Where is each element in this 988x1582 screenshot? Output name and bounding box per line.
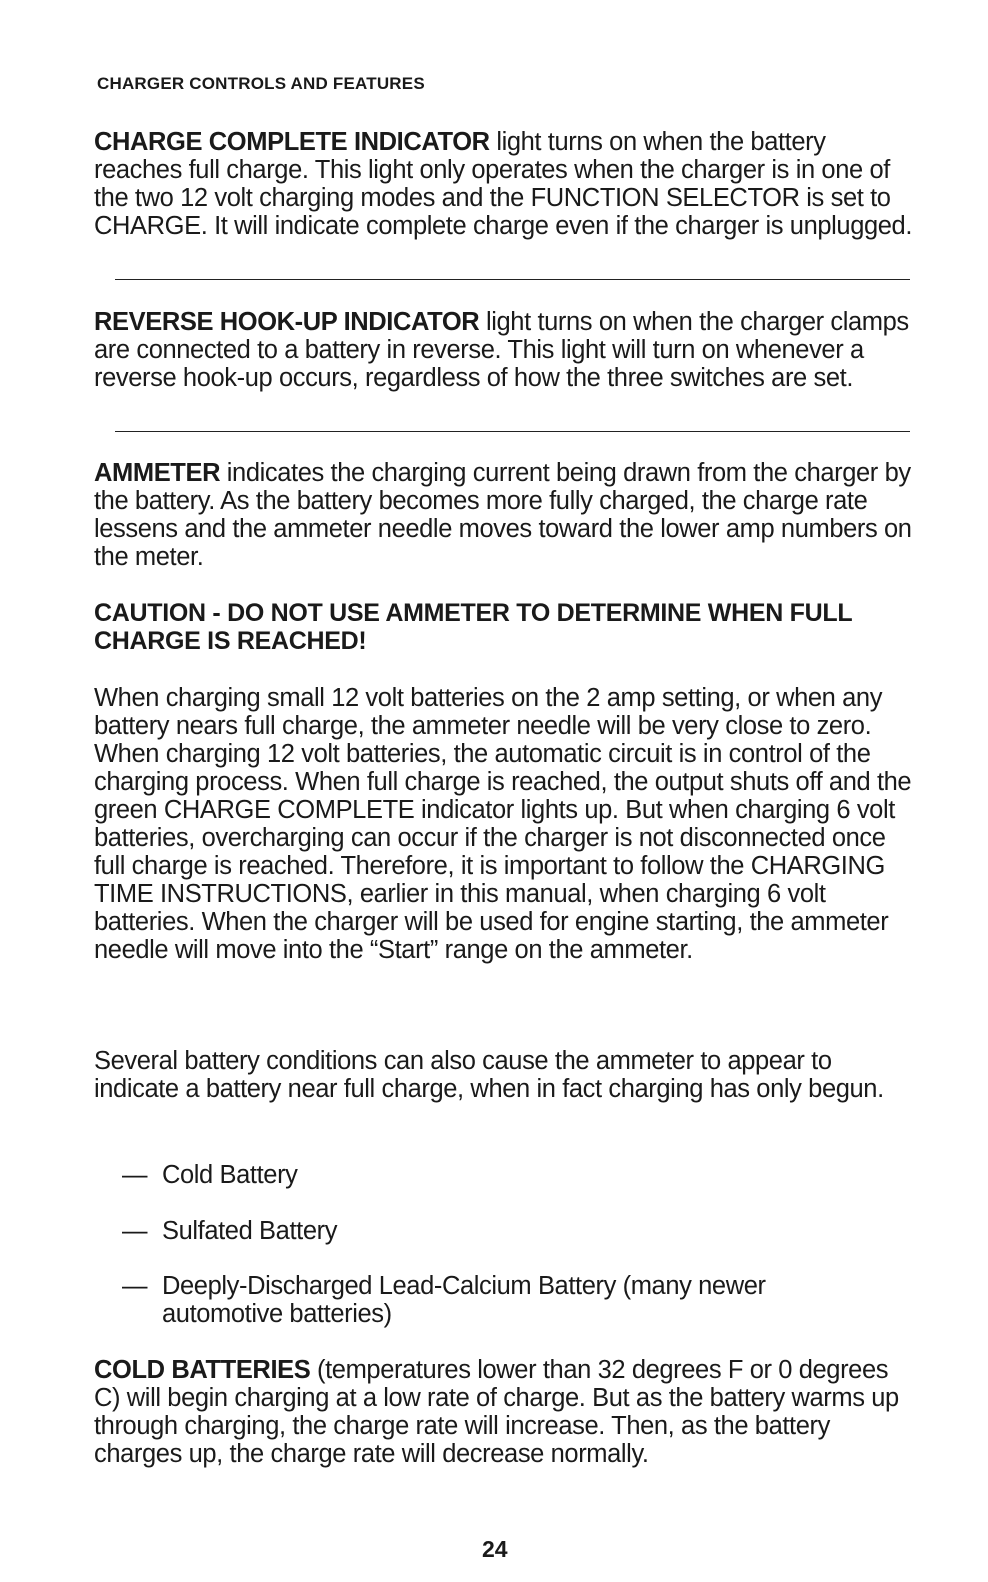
page-number: 24 bbox=[482, 1536, 508, 1562]
list-item-text: Deeply-Discharged Lead-Calcium Battery (many newer automotive batteries) bbox=[162, 1272, 766, 1328]
reverse-hookup-heading: REVERSE HOOK-UP INDICATOR bbox=[94, 308, 480, 336]
list-item-text: Cold Battery bbox=[162, 1161, 298, 1189]
list-dash: — bbox=[122, 1217, 148, 1245]
charge-complete-text: light turns on when the battery reaches full charge. This light only operates when the charger is in one of the two 12 volt charging modes and the FUNCTION SELECTOR is set to CHARGE. It will indicate complete charge even if the charger is unplugged. bbox=[94, 128, 913, 240]
section-divider bbox=[115, 279, 910, 280]
ammeter-paragraph bbox=[94, 459, 914, 571]
list-dash: — bbox=[122, 1272, 148, 1300]
ammeter-text: indicates the charging current being drawn from the charger by the battery. As the battery becomes more fully charged, the charge rate lessens and the ammeter needle moves toward the lower amp numbers on the meter. bbox=[94, 459, 912, 571]
list-item bbox=[122, 1161, 882, 1189]
charge-complete-paragraph bbox=[94, 128, 914, 240]
list-item-text: Sulfated Battery bbox=[162, 1217, 338, 1245]
charge-complete-heading: CHARGE COMPLETE INDICATOR bbox=[94, 128, 490, 156]
list-item bbox=[122, 1217, 882, 1245]
page-header: CHARGER CONTROLS AND FEATURES bbox=[97, 74, 425, 93]
reverse-hookup-paragraph bbox=[94, 308, 914, 392]
ammeter-heading: AMMETER bbox=[94, 459, 221, 487]
caution-heading: CAUTION - DO NOT USE AMMETER TO DETERMINE WHEN FULL CHARGE IS REACHED! bbox=[94, 599, 852, 655]
conditions-paragraph: Several battery conditions can also cause the ammeter to appear to indicate a battery near full charge, when in fact charging has only begun. bbox=[94, 1047, 884, 1103]
cold-batteries-heading: COLD BATTERIES bbox=[94, 1356, 311, 1384]
cold-batteries-text: (temperatures lower than 32 degrees F or 0 degrees C) will begin charging at a low rate of charge. But as the battery warms up through charging, the charge rate will increase. Then, as the battery charges up, the charge rate will decrease normally. bbox=[94, 1356, 899, 1468]
charging-paragraph: When charging small 12 volt batteries on the 2 amp setting, or when any battery nears full charge, the ammeter needle will be very close to zero. When charging 12 volt batteries, the automatic circuit is in control of the charging process. When full charge is reached, the output shuts off and the green CHARGE COMPLETE indicator lights up. But when charging 6 volt batteries, overcharging can occur if the charger is not disconnected once full charge is reached. Therefore, it is important to follow the CHARGING TIME INSTRUCTIONS, earlier in this manual, when charging 6 volt batteries. When the charger will be used for engine starting, the ammeter needle will move into the “Start” range on the ammeter. bbox=[94, 684, 912, 964]
section-divider bbox=[115, 431, 910, 432]
list-item bbox=[122, 1272, 882, 1328]
reverse-hookup-text: light turns on when the charger clamps are connected to a battery in reverse. This light will turn on whenever a reverse hook-up occurs, regardless of how the three switches are set. bbox=[94, 308, 909, 392]
list-dash: — bbox=[122, 1161, 148, 1189]
cold-batteries-paragraph bbox=[94, 1356, 914, 1468]
